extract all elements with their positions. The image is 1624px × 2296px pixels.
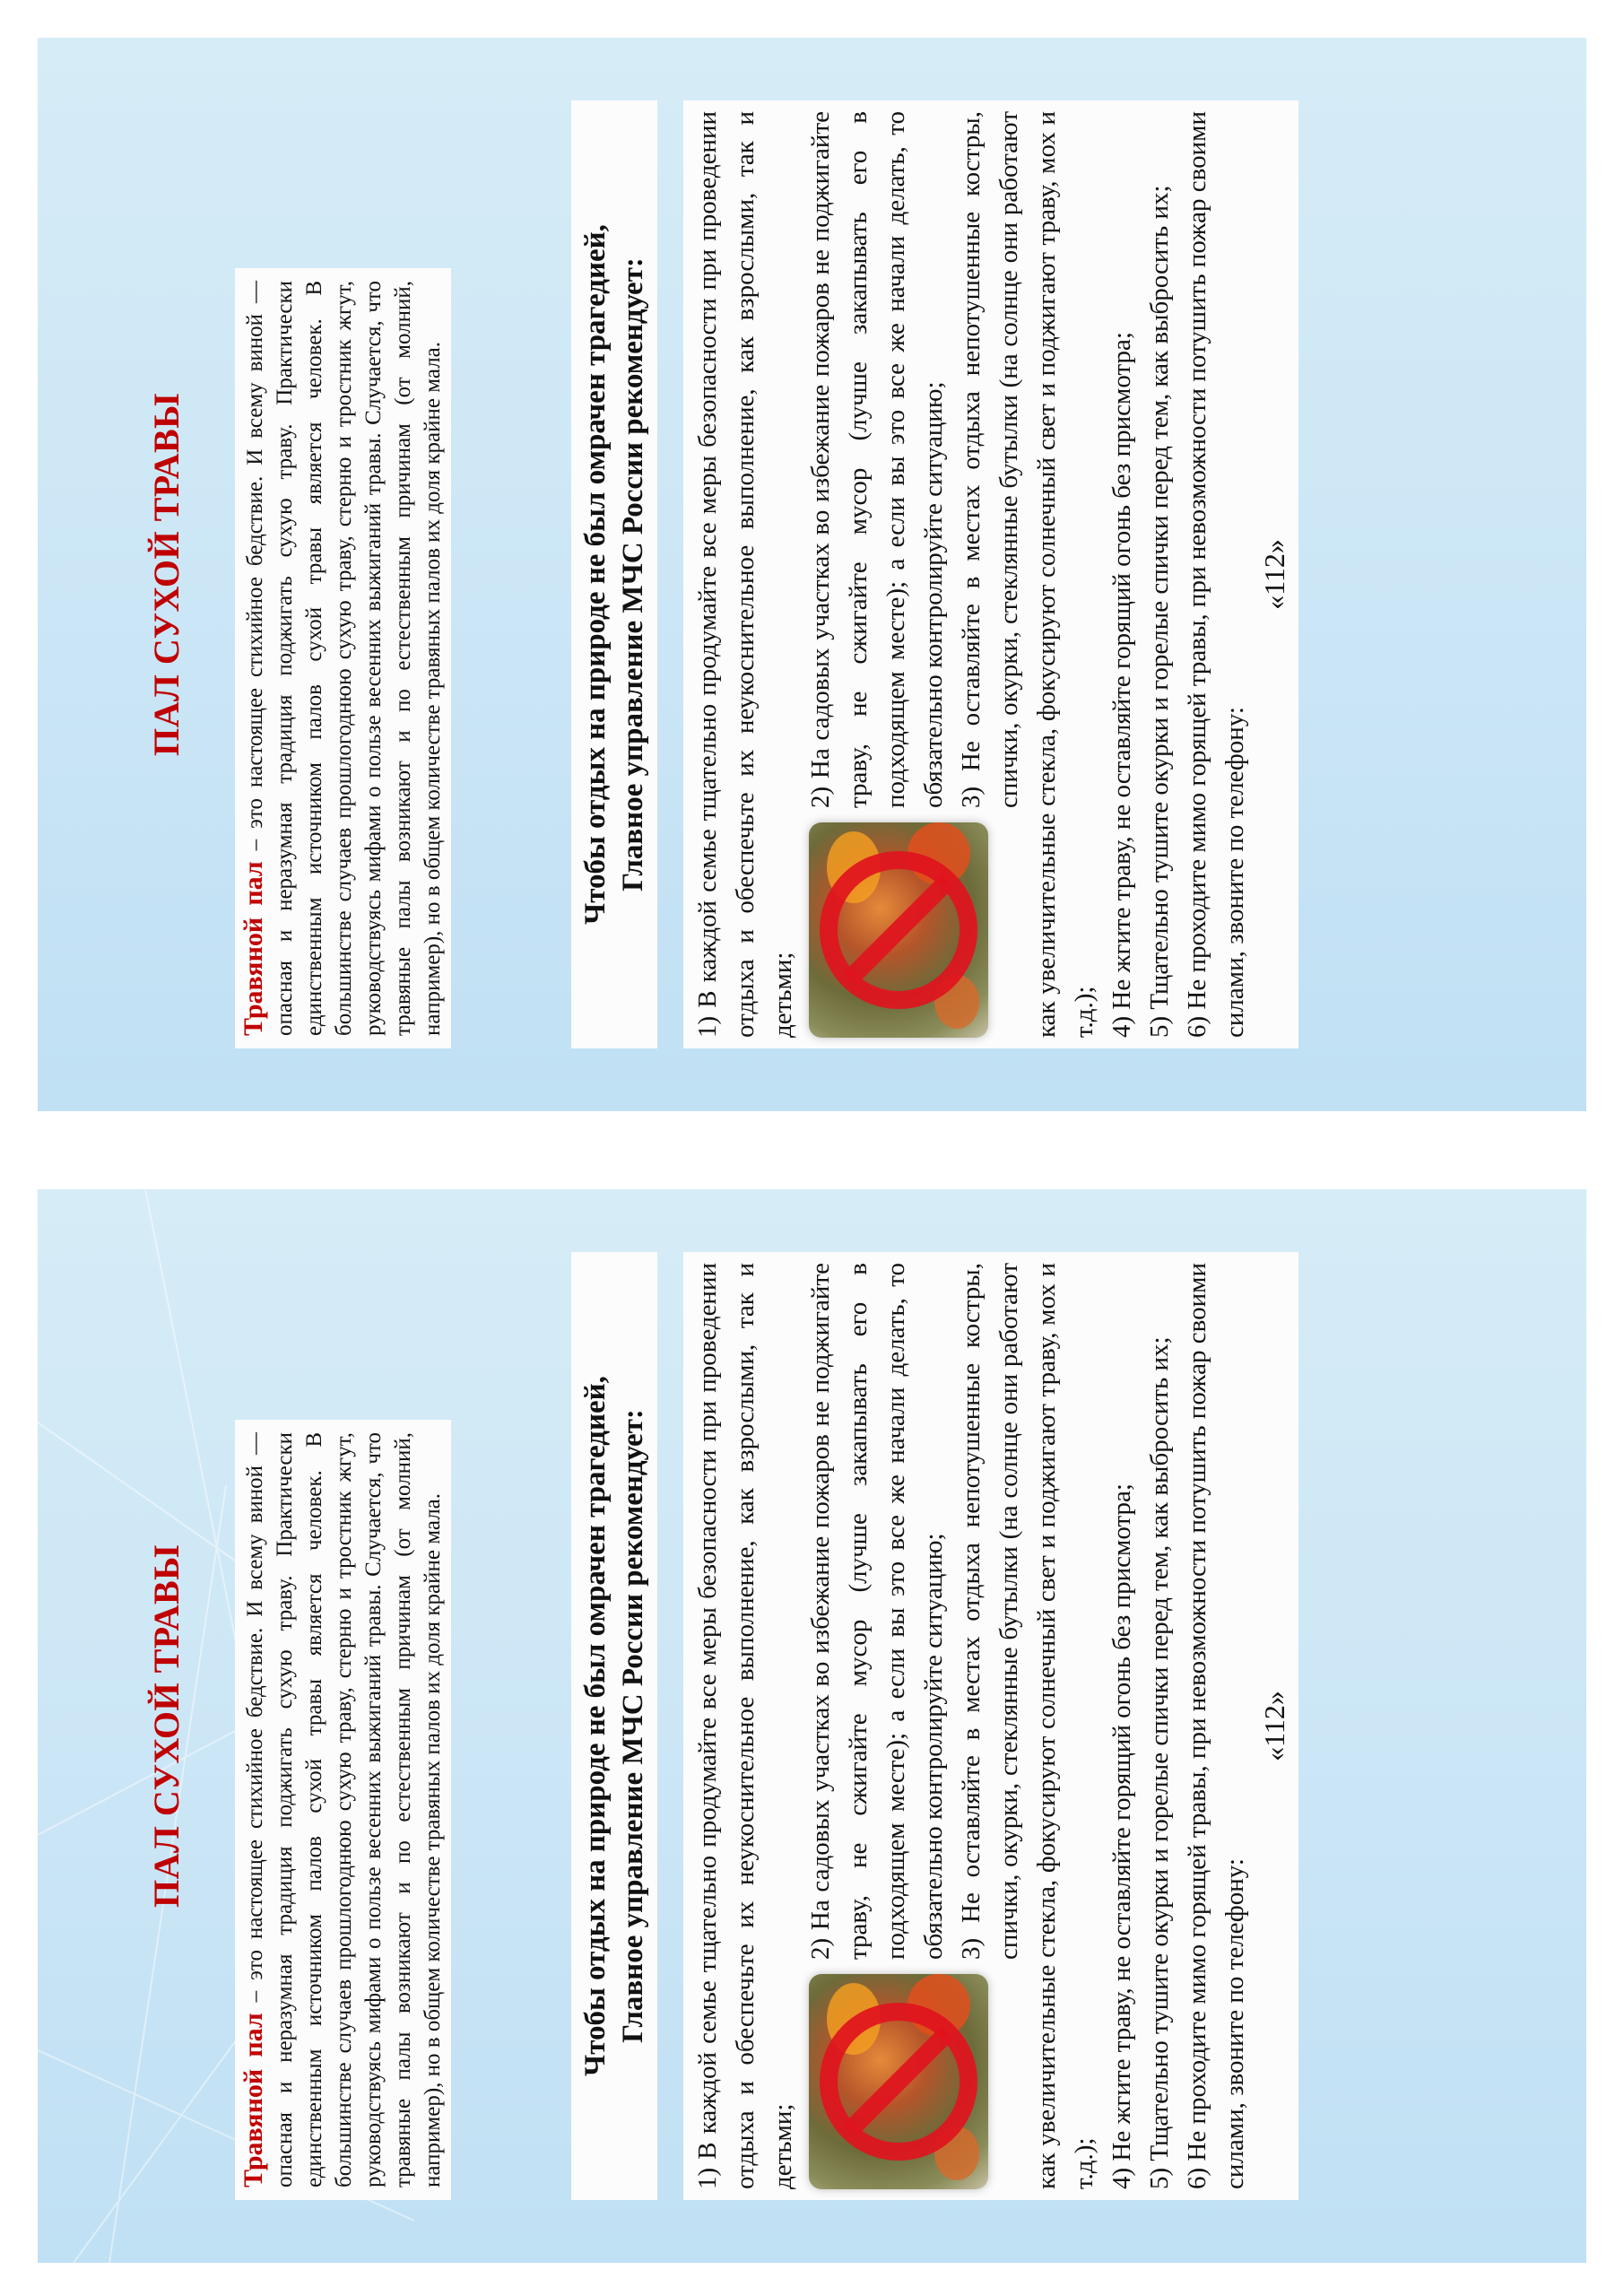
recommendation-item: 2) На садовых участках во избежание пожаров не поджигайте траву, не сжигайте мусор (лучше закапывать его в подходящем месте); а если вы это все же начали делать, то обязательно контролируйте ситуацию;	[806, 1263, 948, 1960]
headline-line-1: Чтобы отдых на природе не был омрачен трагедией,	[579, 224, 612, 925]
intro-text: – это настоящее стихийное бедствие. И всему виной — опасная и неразумная традиция поджигать сухую траву. Практически единственным источником палов сухой травы является человек. В большинстве случаев прошлогоднюю сухую траву, стерню и тростник жгут, руководствуясь мифами о пользе весенних выжиганий травы. Случается, что травяные палы возникают и по естественным причинам (от молний, например), но в общем количестве травяных палов их доля крайне мала.	[243, 1432, 445, 2187]
intro-paragraph	[235, 1420, 451, 2200]
recommendations	[683, 100, 1298, 1048]
no-fire-prohibition-icon	[809, 822, 988, 1038]
intro-paragraph	[235, 268, 451, 1048]
recommendation-item: 5) Тщательно тушите окурки и горелые спички перед тем, как выбросить их;	[1145, 1336, 1174, 2189]
page-title: ПАЛ СУХОЙ ТРАВЫ	[146, 1544, 187, 1908]
recommendation-item: 4) Не жгите траву, не оставляйте горящий огонь без присмотра;	[1107, 1483, 1136, 2189]
leaflet-page-top	[38, 38, 1586, 1111]
recommendation-item: 6) Не проходите мимо горящей травы, при невозможности потушить пожар своими силами, звоните по телефону:	[1183, 110, 1249, 1038]
headline-line-2: Главное управление МЧС России рекомендует:	[617, 257, 649, 891]
headline-line-1: Чтобы отдых на природе не был омрачен трагедией,	[579, 1376, 612, 2076]
headline	[571, 100, 657, 1048]
recommendation-item: 1) В каждой семье тщательно продумайте все меры безопасности при проведении отдыха и обеспечьте их неукоснительное выполнение, как взрослыми, так и детьми;	[693, 111, 797, 1038]
emergency-phone: «112»	[1258, 1691, 1290, 1761]
intro-highlight: Травяной пал	[239, 861, 268, 1036]
recommendation-item: 1) В каждой семье тщательно продумайте все меры безопасности при проведении отдыха и обеспечьте их неукоснительное выполнение, как взрослыми, так и детьми;	[693, 1263, 797, 2189]
leaflet-content	[38, 1189, 1586, 2263]
recommendation-item: 5) Тщательно тушите окурки и горелые спички перед тем, как выбросить их;	[1145, 185, 1174, 1038]
leaflet-content	[38, 38, 1586, 1111]
recommendation-item: 2) На садовых участках во избежание пожаров не поджигайте траву, не сжигайте мусор (лучше закапывать его в подходящем месте); а если вы это все же начали делать, то обязательно контролируйте ситуацию;	[806, 111, 948, 808]
no-fire-prohibition-icon	[809, 1974, 988, 2189]
headline-line-2: Главное управление МЧС России рекомендует:	[617, 1409, 649, 2043]
recommendation-item: 3) Не оставляйте в местах отдыха непотушенные костры, спички, окурки, стеклянные бутылки (на солнце они работают как увеличительные стекла, фокусируют солнечный свет и поджигают траву, мох и т.д.);	[957, 111, 1099, 1038]
recommendation-item: 4) Не жгите траву, не оставляйте горящий огонь без присмотра;	[1107, 332, 1136, 1038]
intro-text: – это настоящее стихийное бедствие. И всему виной — опасная и неразумная традиция поджигать сухую траву. Практически единственным источником палов сухой травы является человек. В большинстве случаев прошлогоднюю сухую траву, стерню и тростник жгут, руководствуясь мифами о пользе весенних выжиганий травы. Случается, что травяные палы возникают и по естественным причинам (от молний, например), но в общем количестве травяных палов их доля крайне мала.	[243, 281, 445, 1036]
emergency-phone: «112»	[1258, 539, 1290, 610]
recommendations	[683, 1252, 1298, 2200]
leaflet-page-bottom	[38, 1189, 1586, 2263]
recommendation-item: 3) Не оставляйте в местах отдыха непотушенные костры, спички, окурки, стеклянные бутылки (на солнце они работают как увеличительные стекла, фокусируют солнечный свет и поджигают траву, мох и т.д.);	[957, 1263, 1099, 2189]
headline	[571, 1252, 657, 2200]
page-title: ПАЛ СУХОЙ ТРАВЫ	[146, 393, 187, 756]
intro-highlight: Травяной пал	[239, 2013, 268, 2187]
recommendation-item: 6) Не проходите мимо горящей травы, при невозможности потушить пожар своими силами, звоните по телефону:	[1183, 1262, 1249, 2189]
